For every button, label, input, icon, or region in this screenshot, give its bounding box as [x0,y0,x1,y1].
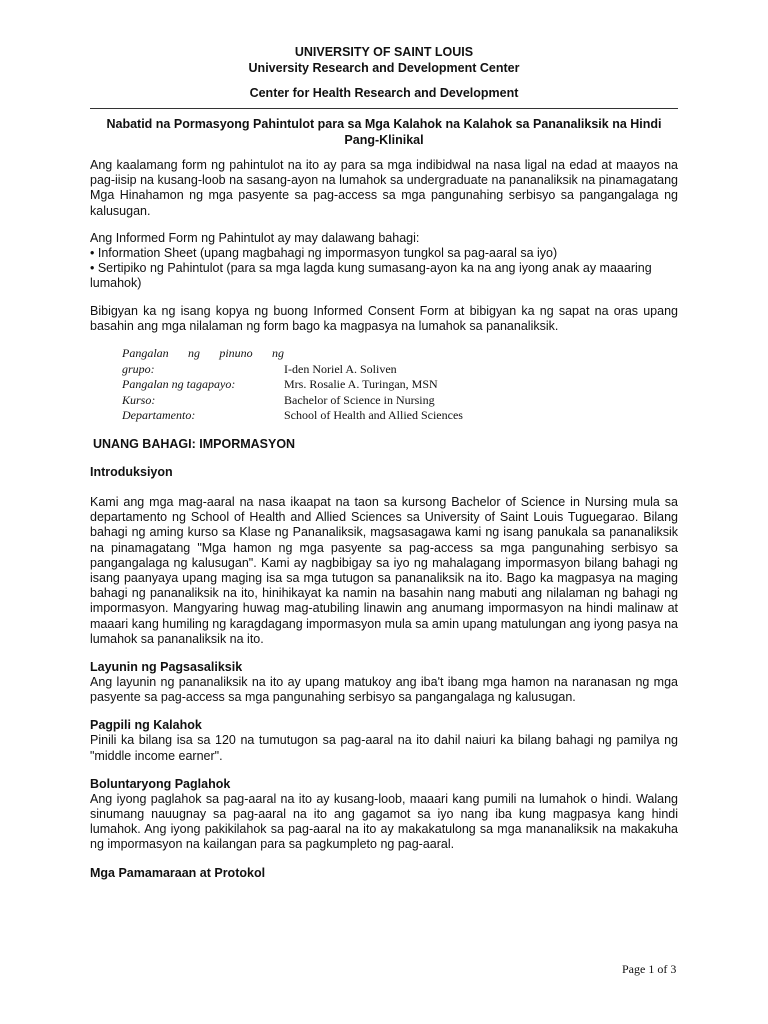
objective-text: Ang layunin ng pananaliksik na ito ay upang matukoy ang iba't ibang mga hamon na naranasan ng mga pasyente sa pag-access sa mga pangunahing serbisyo sa pangangalaga ng kalusugan. [90,675,678,705]
voluntary-heading: Boluntaryong Paglahok [90,776,231,791]
voluntary-text: Ang iyong paglahok sa pag-aaral na ito ay kusang-loob, maaari kang pumili na lumahok o hindi. Walang sinumang nauugnay sa pag-aaral na ito ang gagamot sa iyo nang iba kung magpasya kang hindi lumahok. Ang iyong pakikilahok sa pag-aaral na ito ay makakatulong sa mga mananaliksik na makakuha ng impormasyon na kailangan para sa pagkumpleto ng pag-aaral. [90,791,678,852]
leader-row-line1 [122,346,678,362]
leader-value: I-den Noriel A. Soliven [284,361,397,376]
leader-label: Pangalan ng pinuno ng [122,346,284,361]
objective-heading: Layunin ng Pagsasaliksik [90,660,243,675]
selection-text: Pinili ka bilang isa sa 120 na tumutugon sa pag-aaral na ito dahil naiuri ka bilang bahagi ng pamilya ng "middle income earner". [90,733,678,763]
department-value: School of Health and Allied Sciences [284,408,463,423]
part-one-heading: UNANG BAHAGI: IMPORMASYON [93,437,296,451]
researcher-info-block [122,346,678,424]
course-label: Kurso: [122,392,156,407]
page-number: Page 1 of 3 [622,962,677,976]
procedures-heading: Mga Pamamaraan at Protokol [90,865,266,880]
introduction-text: Kami ang mga mag-aaral na nasa ikaapat na taon sa kursong Bachelor of Science in Nursing mula sa departamento ng School of Health and Allied Sciences sa University of Saint Louis Tuguegarao. Bilang bahagi ng aming kurso sa Klase ng Pananaliksik, magsasagawa kami ng isang panukala sa pananaliksik na pinamagatang "Mga hamon ng mga pasyente sa pag-access sa mga pangunahing serbisyo sa pangangalaga ng kalusugan". Kami ay nagbibigay sa iyo ng mahalagang impormasyon bilang bahagi ng isang paanyaya upang maging isa sa mga tutugon sa pananaliksik na ito. Bago ka magpasya na maging bahagi ng pananaliksik na ito, hinihikayat ka namin na basahin nang mabuti ang nilalaman ng bahagi ng impormasyon. Mangyaring huwag mag-atubiling linawin ang anumang impormasyon na hindi malinaw at maaari kang humiling ng karagdagang impormasyon mula sa amin upang matulungan ang iyong pasya na lumahok sa pananaliksik na ito. [90,495,678,646]
health-center-name: Center for Health Research and Development [249,86,519,100]
leader-label-cont: grupo: [122,361,155,376]
document-title: Nabatid na Pormasyong Pahintulot para sa Mga Kalahok na Kalahok sa Pananaliksik na Hindi Pang-Klinikal [106,117,662,147]
adviser-label: Pangalan ng tagapayo: [122,377,236,392]
header-divider [90,108,678,109]
department-row [122,408,678,424]
selection-heading: Pagpili ng Kalahok [90,718,202,733]
introduction-heading: Introduksiyon [90,465,173,479]
leader-row [122,362,678,378]
department-label: Departamento: [122,408,196,423]
adviser-row [122,377,678,393]
parts-intro: Ang Informed Form ng Pahintulot ay may dalawang bahagi: [90,230,420,245]
university-name: UNIVERSITY OF SAINT LOUIS [294,45,474,59]
part-item-certificate: • Sertipiko ng Pahintulot (para sa mga lagda kung sumasang-ayon ka na ang iyong anak ay maaaring lumahok) [90,261,652,291]
intro-paragraph: Ang kaalamang form ng pahintulot na ito ay para sa mga indibidwal na nasa ligal na edad at maayos na pag-iisip na kusang-loob na sasang-ayon na lumahok sa undergraduate na pananaliksik na pinamagatang Mga Hinahamon ng mga pasyente sa pag-access sa mga pangunahing serbisyo sa pangangalaga ng kalusugan. [90,158,678,218]
course-value: Bachelor of Science in Nursing [284,392,435,407]
document-page [90,44,678,881]
copy-paragraph: Bibigyan ka ng isang kopya ng buong Informed Consent Form at bibigyan ka ng sapat na oras upang basahin ang mga nilalaman ng form bago ka magpasya na lumahok sa pananaliksik. [90,303,678,333]
adviser-value: Mrs. Rosalie A. Turingan, MSN [284,377,438,392]
part-item-information-sheet: • Information Sheet (upang magbahagi ng impormasyon tungkol sa pag-aaral sa iyo) [90,246,558,261]
course-row [122,393,678,409]
research-center-name: University Research and Development Center [248,61,520,75]
